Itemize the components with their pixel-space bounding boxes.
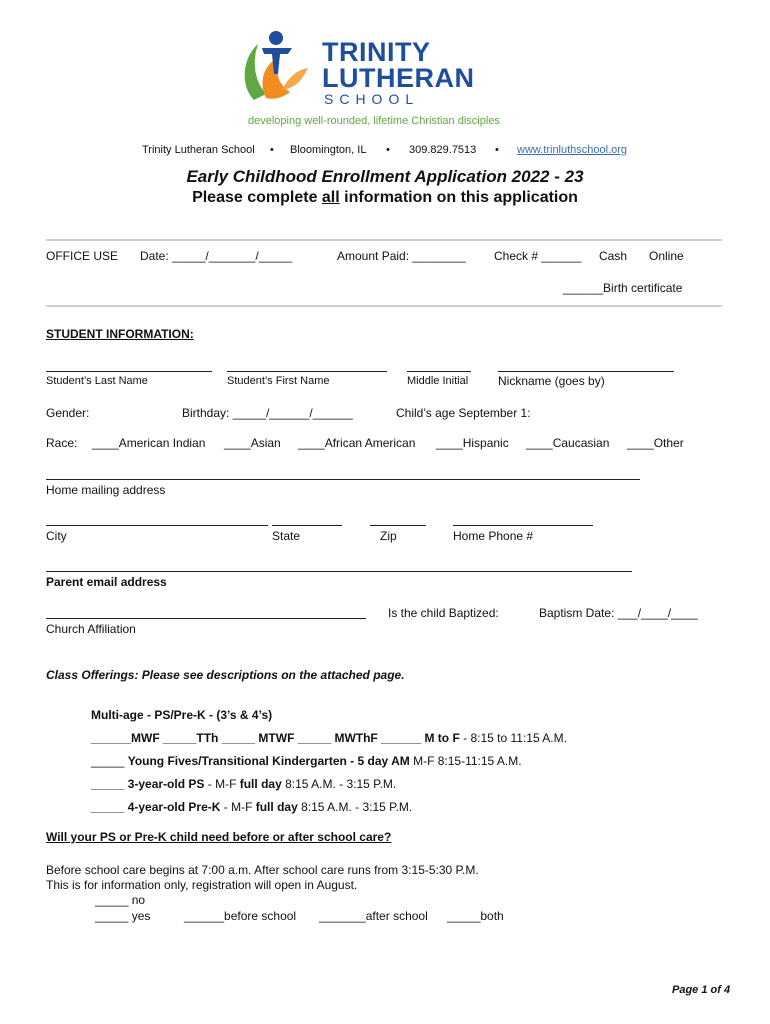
care-option-after[interactable]: _______after school — [319, 909, 428, 923]
subtitle-post: information on this application — [339, 189, 578, 206]
young-fives-time: M-F 8:15-11:15 A.M. — [409, 754, 522, 768]
student-info-heading: STUDENT INFORMATION: — [46, 327, 194, 341]
zip-label: Zip — [380, 529, 397, 543]
office-birth-cert[interactable]: ______Birth certificate — [563, 281, 683, 295]
multiage-heading: Multi-age - PS/Pre-K - (3’s & 4’s) — [91, 708, 273, 722]
last-name-label: Student’s Last Name — [46, 375, 148, 387]
form-subtitle — [0, 189, 770, 207]
parent-email-label: Parent email address — [46, 575, 167, 589]
age-september-field[interactable]: Child’s age September 1: — [396, 406, 531, 420]
first-name-input[interactable] — [227, 371, 387, 372]
contact-phone: 309.829.7513 — [409, 144, 477, 156]
care-option-both[interactable]: _____both — [447, 909, 504, 923]
care-option-yes[interactable]: _____ yes — [95, 909, 151, 923]
office-online-option[interactable]: Online — [649, 249, 684, 263]
parent-email-input[interactable] — [46, 571, 632, 572]
logo-emblem-icon — [236, 28, 318, 110]
nickname-label: Nickname (goes by) — [498, 374, 605, 388]
middle-initial-input[interactable] — [407, 371, 471, 372]
multiage-time-text: - 8:15 to 11:15 A.M. — [459, 731, 567, 745]
home-phone-label: Home Phone # — [453, 529, 534, 543]
subtitle-emphasis: all — [321, 189, 340, 206]
race-option-african-american[interactable]: ____African American — [298, 436, 416, 450]
office-cash-option[interactable]: Cash — [599, 249, 628, 263]
race-option-asian[interactable]: ____Asian — [224, 436, 281, 450]
class-option-3yr-ps[interactable] — [91, 777, 396, 791]
4yr-prek-text: _____ 4-year-old Pre-K — [91, 800, 221, 814]
logo-title-line2: LUTHERAN — [322, 63, 475, 93]
4yr-prek-time: 8:15 A.M. - 3:15 P.M. — [297, 800, 413, 814]
church-input[interactable] — [46, 618, 366, 619]
logo-title-line1: TRINITY — [322, 37, 431, 67]
office-date-field[interactable]: Date: _____/_______/_____ — [140, 249, 293, 263]
young-fives-text: Young Fives/Transitional Kindergarten - 5 day AM — [127, 754, 410, 768]
care-option-before[interactable]: ______before school — [184, 909, 297, 923]
city-label: City — [46, 529, 67, 543]
website-link[interactable]: www.trinluthschool.org — [517, 144, 628, 156]
last-name-input[interactable] — [46, 371, 212, 372]
contact-bullet: • — [386, 144, 390, 156]
city-input[interactable] — [46, 525, 268, 526]
state-input[interactable] — [272, 525, 342, 526]
3yr-ps-days: - M-F — [204, 777, 240, 791]
home-phone-input[interactable] — [453, 525, 593, 526]
class-option-young-fives[interactable] — [91, 754, 522, 768]
3yr-ps-time: 8:15 A.M. - 3:15 P.M. — [281, 777, 397, 791]
race-option-other[interactable]: ____Other — [627, 436, 684, 450]
gender-field[interactable]: Gender: — [46, 406, 90, 420]
school-logo — [236, 28, 486, 110]
office-use-label: OFFICE USE — [46, 249, 119, 263]
class-option-multiage-days[interactable] — [91, 731, 567, 745]
first-name-label: Student’s First Name — [227, 375, 330, 387]
page-number: Page 1 of 4 — [672, 984, 731, 996]
office-amount-field[interactable]: Amount Paid: ________ — [337, 249, 466, 263]
race-option-hispanic[interactable]: ____Hispanic — [436, 436, 509, 450]
birthday-field[interactable]: Birthday: _____/______/______ — [182, 406, 353, 420]
care-question: Will your PS or Pre-K child need before or after school care? — [46, 830, 392, 844]
multiage-days-text: ______MWF _____TTh _____ MTWF _____ MWThF ______ M to F — [91, 731, 460, 745]
divider-top — [46, 239, 722, 241]
logo-tagline: developing well-rounded, lifetime Christian disciples — [248, 115, 500, 127]
divider-bottom — [46, 305, 722, 307]
form-title: Early Childhood Enrollment Application 2022 - 23 — [186, 167, 584, 186]
logo-title-line3: SCHOOL — [324, 91, 420, 107]
baptism-date-field[interactable]: Baptism Date: ___/____/____ — [539, 606, 698, 620]
nickname-input[interactable] — [498, 371, 674, 372]
care-option-no[interactable]: _____ no — [95, 893, 146, 907]
contact-bullet: • — [270, 144, 274, 156]
class-offerings-heading: Class Offerings: Please see descriptions on the attached page. — [46, 668, 405, 682]
contact-city: Bloomington, IL — [290, 144, 367, 156]
young-fives-blank: _____ — [91, 754, 128, 768]
care-info-line1: Before school care begins at 7:00 a.m. After school care runs from 3:15-5:30 P.M. — [46, 863, 479, 877]
race-label: Race: — [46, 436, 78, 450]
care-info-line2: This is for information only, registration will open in August. — [46, 878, 358, 892]
3yr-ps-text: _____ 3-year-old PS — [91, 777, 205, 791]
class-option-4yr-prek[interactable] — [91, 800, 412, 814]
state-label: State — [272, 529, 301, 543]
baptized-field[interactable]: Is the child Baptized: — [388, 606, 499, 620]
zip-input[interactable] — [370, 525, 426, 526]
3yr-ps-fullday: full day — [239, 777, 282, 791]
4yr-prek-days: - M-F — [220, 800, 256, 814]
home-address-label: Home mailing address — [46, 483, 166, 497]
race-option-caucasian[interactable]: ____Caucasian — [526, 436, 610, 450]
4yr-prek-fullday: full day — [255, 800, 298, 814]
contact-school: Trinity Lutheran School — [142, 144, 255, 156]
middle-initial-label: Middle Initial — [407, 375, 469, 387]
church-affiliation-label: Church Affiliation — [46, 622, 136, 636]
contact-bullet: • — [495, 144, 499, 156]
race-option-american-indian[interactable]: ____American Indian — [92, 436, 206, 450]
subtitle-pre: Please complete — [192, 189, 322, 206]
office-check-field[interactable]: Check # ______ — [494, 249, 582, 263]
home-address-input[interactable] — [46, 479, 640, 480]
